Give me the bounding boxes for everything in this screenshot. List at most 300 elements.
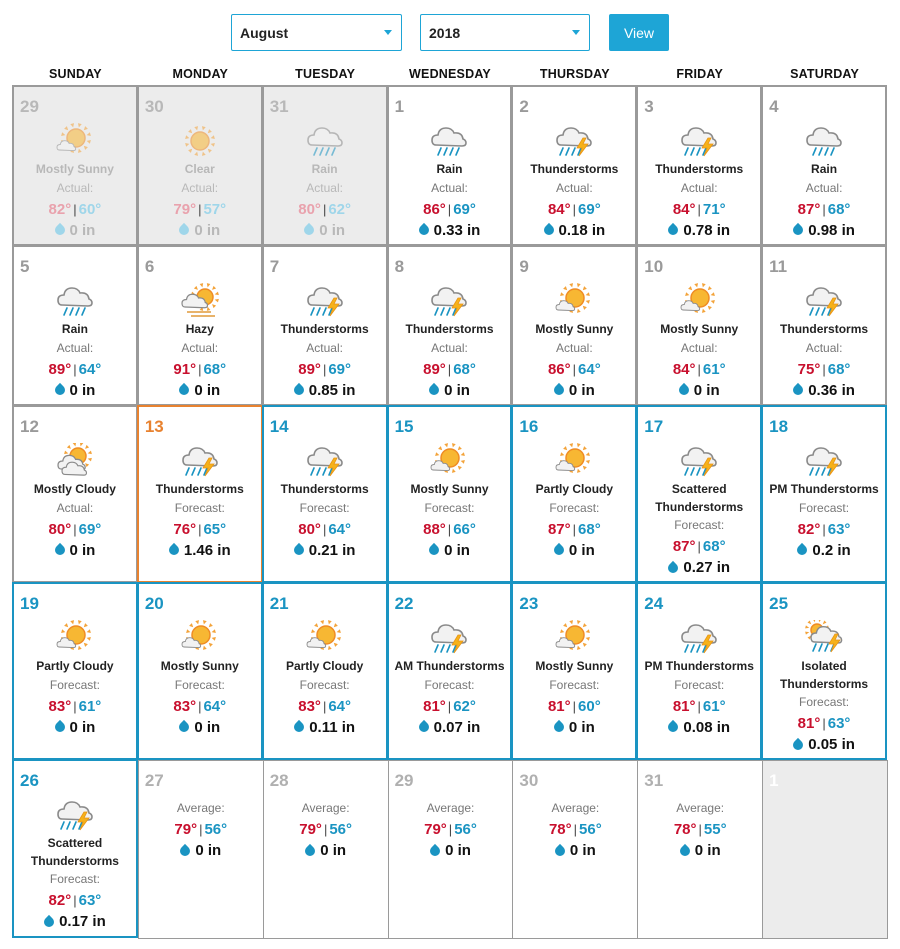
rain-icon — [56, 283, 94, 319]
precipitation — [139, 719, 261, 736]
value-kind-label: Forecast: — [49, 677, 100, 692]
thunderstorm-icon — [555, 123, 593, 159]
temp-separator: | — [198, 521, 202, 537]
calendar-day-cell[interactable] — [637, 760, 763, 939]
raindrop-icon — [427, 383, 441, 397]
low-temp: 63° — [827, 520, 851, 538]
calendar-day-cell[interactable] — [511, 85, 637, 246]
value-kind-label: Actual: — [805, 340, 843, 355]
precipitation — [389, 842, 513, 859]
precip-amount: 0 in — [568, 541, 595, 559]
precipitation — [638, 719, 760, 736]
raindrop-icon — [428, 843, 442, 857]
raindrop-icon — [552, 720, 566, 734]
low-temp: 65° — [203, 520, 227, 538]
high-temp: 79° — [174, 821, 198, 838]
day-number: 22 — [394, 594, 414, 613]
weather-condition: Mostly Sunny — [160, 659, 239, 673]
value-kind-label: Forecast: — [299, 500, 350, 515]
temp-separator: | — [73, 698, 77, 714]
day-number: 1 — [769, 771, 779, 790]
weather-condition: Scattered Thunderstorms — [655, 482, 744, 514]
low-temp: 60° — [578, 697, 601, 715]
low-temp: 68° — [827, 200, 851, 218]
thunderstorm-icon — [680, 443, 718, 479]
day-number: 11 — [769, 257, 788, 276]
day-number: 30 — [519, 771, 539, 790]
weekday-label: WEDNESDAY — [409, 67, 491, 81]
temperature-range — [513, 821, 637, 838]
precip-amount: 0 in — [319, 221, 346, 239]
day-number: 3 — [644, 97, 654, 116]
temperature-range — [264, 361, 386, 378]
temp-separator: | — [822, 361, 826, 377]
precipitation — [264, 222, 386, 239]
precipitation — [389, 222, 511, 239]
weather-condition: Partly Cloudy — [36, 659, 114, 673]
temp-separator: | — [73, 521, 77, 537]
raindrop-icon — [302, 223, 316, 237]
calendar-day-cell[interactable] — [12, 582, 138, 760]
calendar-day-cell[interactable] — [262, 582, 388, 760]
calendar-day-cell[interactable] — [12, 85, 138, 246]
raindrop-icon — [677, 383, 691, 397]
high-temp: 75° — [797, 360, 821, 378]
low-temp: 64° — [203, 697, 227, 715]
raindrop-icon — [666, 560, 680, 574]
precipitation — [264, 382, 386, 399]
day-number: 19 — [20, 594, 39, 613]
temp-separator: | — [572, 698, 577, 714]
low-temp: 64° — [78, 360, 102, 378]
calendar-day-cell[interactable] — [761, 245, 887, 406]
precip-amount: 0.78 in — [683, 221, 731, 239]
raindrop-icon — [427, 543, 441, 557]
precip-amount: 0 in — [569, 842, 596, 859]
temperature-range — [14, 361, 136, 378]
value-kind-label: Actual: — [431, 180, 468, 195]
weather-condition: Rain — [436, 162, 463, 176]
high-temp: 79° — [173, 200, 197, 218]
precipitation — [513, 719, 635, 736]
calendar-day-cell[interactable] — [762, 760, 888, 939]
raindrop-icon — [292, 543, 306, 557]
weather-condition: AM Thunderstorms — [394, 659, 505, 673]
day-number: 20 — [144, 594, 164, 613]
precip-amount: 0 in — [444, 541, 470, 559]
low-temp: 66° — [453, 520, 476, 538]
temperature-range — [14, 698, 136, 715]
calendar-day-cell[interactable] — [262, 85, 388, 246]
calendar-day-cell[interactable] — [387, 85, 513, 246]
high-temp: 87° — [547, 520, 571, 538]
weekday-label: SUNDAY — [49, 67, 102, 81]
day-number: 17 — [644, 417, 664, 436]
temperature-range — [513, 361, 635, 378]
rain-icon — [430, 123, 468, 159]
weather-condition: Thunderstorms — [280, 482, 369, 496]
day-number: 23 — [519, 594, 539, 613]
weather-condition: Isolated Thunderstorms — [780, 659, 869, 691]
value-kind-label: Average: — [551, 801, 600, 815]
calendar-day-cell[interactable] — [387, 405, 513, 583]
high-temp: 78° — [673, 821, 697, 838]
low-temp: 62° — [328, 200, 352, 218]
value-kind-label: Actual: — [680, 340, 718, 355]
temperature-range — [763, 715, 885, 732]
raindrop-icon — [553, 843, 567, 857]
temperature-range — [14, 201, 136, 218]
precip-amount: 0.17 in — [59, 913, 106, 930]
temperature-range — [389, 698, 511, 715]
temperature-range — [139, 698, 261, 715]
temperature-range — [763, 521, 885, 538]
precipitation — [638, 382, 760, 399]
thunderstorm-icon — [805, 283, 843, 319]
high-temp: 89° — [48, 360, 72, 378]
weather-condition: Hazy — [185, 322, 214, 336]
thunderstorm-icon — [306, 443, 344, 479]
precip-amount: 0.07 in — [433, 718, 481, 736]
weather-condition: Thunderstorms — [405, 322, 494, 336]
weather-condition: Thunderstorms — [780, 322, 869, 336]
day-number: 7 — [269, 257, 280, 276]
thunderstorm-icon — [680, 123, 718, 159]
day-number: 9 — [519, 257, 529, 276]
precip-amount: 0.85 in — [308, 381, 356, 399]
calendar-day-cell[interactable] — [12, 759, 138, 938]
calendar-day-cell[interactable] — [387, 582, 513, 760]
raindrop-icon — [52, 383, 66, 397]
high-temp: 86° — [547, 360, 571, 378]
low-temp: 56° — [204, 821, 228, 838]
raindrop-icon — [541, 223, 555, 237]
low-temp: 56° — [454, 821, 477, 838]
month-select[interactable] — [231, 14, 402, 51]
day-number: 31 — [269, 97, 289, 116]
temperature-range — [389, 821, 513, 838]
temp-separator: | — [73, 201, 77, 217]
chevron-down-icon — [384, 30, 392, 35]
calendar-day-cell[interactable] — [512, 760, 638, 939]
weekday-label: TUESDAY — [295, 67, 356, 81]
day-number: 27 — [144, 771, 164, 790]
precip-amount: 0 in — [693, 381, 720, 399]
chevron-down-icon — [572, 30, 580, 35]
high-temp: 82° — [797, 520, 821, 538]
thunderstorm-icon — [680, 620, 718, 656]
calendar-day-cell[interactable] — [511, 405, 637, 583]
day-number: 26 — [20, 771, 39, 790]
low-temp: 63° — [78, 892, 102, 909]
value-kind-label: Actual: — [306, 180, 343, 195]
raindrop-icon — [52, 223, 66, 237]
calendar-day-cell[interactable] — [137, 405, 263, 583]
precipitation — [513, 382, 635, 399]
sun-cloud-icon — [56, 620, 94, 656]
temp-separator: | — [448, 822, 453, 837]
thunderstorm-icon — [430, 620, 468, 656]
day-number: 30 — [144, 97, 164, 116]
thunderstorm-icon — [430, 283, 468, 319]
weekday-label: FRIDAY — [676, 67, 723, 81]
value-kind-label: Forecast: — [674, 677, 725, 692]
calendar-day-cell[interactable] — [636, 245, 762, 406]
precip-amount: 0 in — [194, 221, 221, 239]
temp-separator: | — [822, 201, 826, 217]
day-number: 31 — [644, 771, 664, 790]
calendar-day-cell[interactable] — [511, 245, 637, 406]
high-temp: 83° — [173, 697, 197, 715]
precipitation — [139, 222, 261, 239]
low-temp: 64° — [328, 697, 352, 715]
calendar-day-cell[interactable] — [636, 582, 762, 760]
temp-separator: | — [323, 822, 328, 837]
value-kind-label: Forecast: — [424, 500, 475, 515]
precip-amount: 0.36 in — [808, 381, 855, 399]
day-number: 25 — [769, 594, 789, 613]
value-kind-label: Actual: — [56, 180, 94, 195]
precip-amount: 0.27 in — [683, 559, 731, 576]
temperature-range — [638, 361, 760, 378]
value-kind-label: Forecast: — [49, 872, 100, 886]
sun-cloud-icon — [555, 620, 593, 656]
value-kind-label: Forecast: — [299, 677, 350, 692]
temperature-range — [638, 538, 760, 555]
temp-separator: | — [447, 201, 452, 217]
low-temp: 64° — [578, 360, 601, 378]
calendar-day-cell[interactable] — [761, 582, 887, 760]
high-temp: 87° — [797, 200, 821, 218]
precip-amount: 0.11 in — [309, 718, 356, 736]
temp-separator: | — [822, 716, 826, 731]
high-temp: 84° — [547, 200, 571, 218]
temp-separator: | — [73, 361, 77, 377]
temperature-range — [638, 821, 762, 838]
low-temp: 56° — [579, 821, 602, 838]
calendar-day-cell[interactable] — [636, 85, 762, 246]
temperature-range — [139, 201, 261, 218]
low-temp: 69° — [578, 200, 601, 218]
temperature-range — [389, 521, 511, 538]
precip-amount: 0.98 in — [808, 221, 855, 239]
sun-cloud-icon — [430, 443, 468, 479]
value-kind-label: Actual: — [680, 180, 718, 195]
temp-separator: | — [199, 822, 203, 837]
temp-separator: | — [573, 822, 578, 837]
calendar-day-cell[interactable] — [263, 760, 389, 939]
value-kind-label: Forecast: — [174, 677, 225, 692]
temperature-range — [389, 201, 511, 218]
value-kind-label: Average: — [676, 801, 725, 815]
low-temp: 68° — [578, 520, 601, 538]
thunderstorm-icon — [306, 283, 344, 319]
precip-amount: 0 in — [568, 718, 595, 736]
day-number: 10 — [644, 257, 664, 276]
precip-amount: 0.05 in — [808, 736, 855, 753]
raindrop-icon — [177, 383, 191, 397]
raindrop-icon — [552, 543, 566, 557]
weather-condition: Thunderstorms — [655, 162, 744, 176]
year-select[interactable] — [420, 14, 590, 51]
raindrop-icon — [666, 223, 680, 237]
low-temp: 61° — [702, 697, 726, 715]
weather-condition: Mostly Sunny — [660, 322, 739, 336]
high-temp: 81° — [797, 715, 821, 732]
low-temp: 68° — [827, 360, 851, 378]
weather-condition: Rain — [61, 322, 88, 336]
precipitation — [389, 542, 511, 559]
calendar-day-cell[interactable] — [137, 85, 263, 246]
calendar-day-cell[interactable] — [262, 405, 388, 583]
raindrop-icon — [666, 720, 680, 734]
value-kind-label: Forecast: — [174, 500, 225, 515]
precipitation — [389, 382, 511, 399]
cloudy-sun-icon — [56, 443, 94, 479]
temperature-range — [264, 201, 386, 218]
weather-condition: Mostly Sunny — [410, 482, 489, 496]
precipitation — [139, 382, 261, 399]
raindrop-icon — [167, 543, 181, 557]
sun-icon — [181, 123, 219, 159]
precipitation — [513, 222, 635, 239]
low-temp: 60° — [78, 200, 102, 218]
low-temp: 63° — [827, 715, 851, 732]
day-number: 14 — [269, 417, 289, 436]
weekday-label: SATURDAY — [790, 67, 860, 81]
high-temp: 82° — [48, 200, 72, 218]
high-temp: 80° — [298, 520, 321, 538]
precipitation — [763, 736, 885, 753]
temperature-range — [763, 361, 885, 378]
calendar-day-cell[interactable] — [388, 760, 514, 939]
high-temp: 80° — [48, 520, 72, 538]
raindrop-icon — [791, 383, 805, 397]
precip-amount: 0 in — [69, 221, 96, 239]
calendar-day-cell[interactable] — [12, 405, 138, 583]
raindrop-icon — [42, 914, 56, 928]
day-number: 18 — [769, 417, 789, 436]
calendar-day-cell[interactable] — [12, 245, 138, 406]
temp-separator: | — [447, 361, 452, 377]
precip-amount: 0.33 in — [433, 221, 481, 239]
high-temp: 82° — [48, 892, 72, 909]
high-temp: 80° — [298, 200, 321, 218]
weather-condition: Mostly Sunny — [535, 322, 614, 336]
temperature-range — [638, 201, 760, 218]
weather-condition: Partly Cloudy — [285, 659, 364, 673]
high-temp: 83° — [298, 697, 321, 715]
temp-separator: | — [198, 201, 202, 217]
precip-amount: 0 in — [445, 842, 471, 859]
value-kind-label: Actual: — [431, 340, 468, 355]
thunderstorm-icon — [805, 443, 843, 479]
precip-amount: 0.21 in — [308, 541, 356, 559]
temperature-range — [14, 892, 136, 909]
calendar-day-cell[interactable] — [137, 582, 263, 760]
precipitation — [264, 542, 386, 559]
precip-amount: 0.08 in — [683, 718, 731, 736]
raindrop-icon — [791, 737, 805, 751]
value-kind-label: Average: — [176, 801, 225, 815]
precipitation — [14, 913, 136, 930]
sun-cloud-icon — [181, 620, 219, 656]
temperature-range — [14, 521, 136, 538]
calendar-day-cell[interactable] — [262, 245, 388, 406]
value-kind-label: Forecast: — [799, 695, 850, 709]
temp-separator: | — [697, 539, 701, 554]
weather-condition: Partly Cloudy — [535, 482, 614, 496]
value-kind-label: Actual: — [556, 340, 593, 355]
weather-condition: Mostly Sunny — [35, 162, 114, 176]
calendar-day-cell[interactable] — [761, 85, 887, 246]
calendar-day-cell[interactable] — [387, 245, 513, 406]
temp-separator: | — [198, 361, 202, 377]
low-temp: 56° — [329, 821, 353, 838]
precip-amount: 0.18 in — [558, 221, 606, 239]
temp-separator: | — [697, 201, 701, 217]
calendar-day-cell[interactable] — [511, 582, 637, 760]
value-kind-label: Average: — [301, 801, 350, 815]
calendar-grid — [13, 86, 887, 938]
high-temp: 76° — [173, 520, 197, 538]
weather-condition: Thunderstorms — [155, 482, 244, 496]
day-number: 28 — [269, 771, 289, 790]
value-kind-label: Actual: — [56, 340, 94, 355]
day-number: 5 — [20, 257, 30, 276]
temperature-range — [513, 521, 635, 538]
raindrop-icon — [417, 720, 431, 734]
precip-amount: 0 in — [320, 842, 347, 859]
raindrop-icon — [178, 843, 192, 857]
day-number: 4 — [769, 97, 779, 116]
calendar-day-cell[interactable] — [137, 245, 263, 406]
day-number: 6 — [144, 257, 155, 276]
high-temp: 83° — [48, 697, 72, 715]
temp-separator: | — [572, 201, 577, 217]
calendar-day-cell[interactable] — [636, 405, 762, 583]
calendar-day-cell[interactable] — [138, 760, 264, 939]
low-temp: 61° — [702, 360, 726, 378]
precipitation — [763, 542, 885, 559]
day-number: 8 — [394, 257, 405, 276]
temp-separator: | — [322, 521, 327, 537]
weather-condition: Mostly Sunny — [535, 659, 614, 673]
precipitation — [14, 382, 136, 399]
temp-separator: | — [697, 698, 701, 714]
high-temp: 79° — [424, 821, 447, 838]
high-temp: 81° — [672, 697, 696, 715]
weather-condition: Thunderstorms — [530, 162, 619, 176]
precip-amount: 0 in — [69, 541, 96, 559]
thunderstorm-icon — [56, 797, 94, 833]
value-kind-label: Actual: — [556, 180, 593, 195]
low-temp: 69° — [453, 200, 476, 218]
precipitation — [513, 542, 635, 559]
calendar-day-cell[interactable] — [761, 405, 887, 583]
rain-icon — [306, 123, 344, 159]
temperature-range — [389, 361, 511, 378]
day-number: 16 — [519, 417, 539, 436]
view-button[interactable]: View — [609, 14, 669, 51]
temperature-range — [264, 821, 388, 838]
sun-cloud-icon — [56, 123, 94, 159]
weather-condition: Clear — [184, 162, 215, 176]
sun-cloud-icon — [555, 283, 593, 319]
weather-condition: Thunderstorms — [280, 322, 369, 336]
precipitation — [264, 719, 386, 736]
high-temp: 78° — [548, 821, 572, 838]
